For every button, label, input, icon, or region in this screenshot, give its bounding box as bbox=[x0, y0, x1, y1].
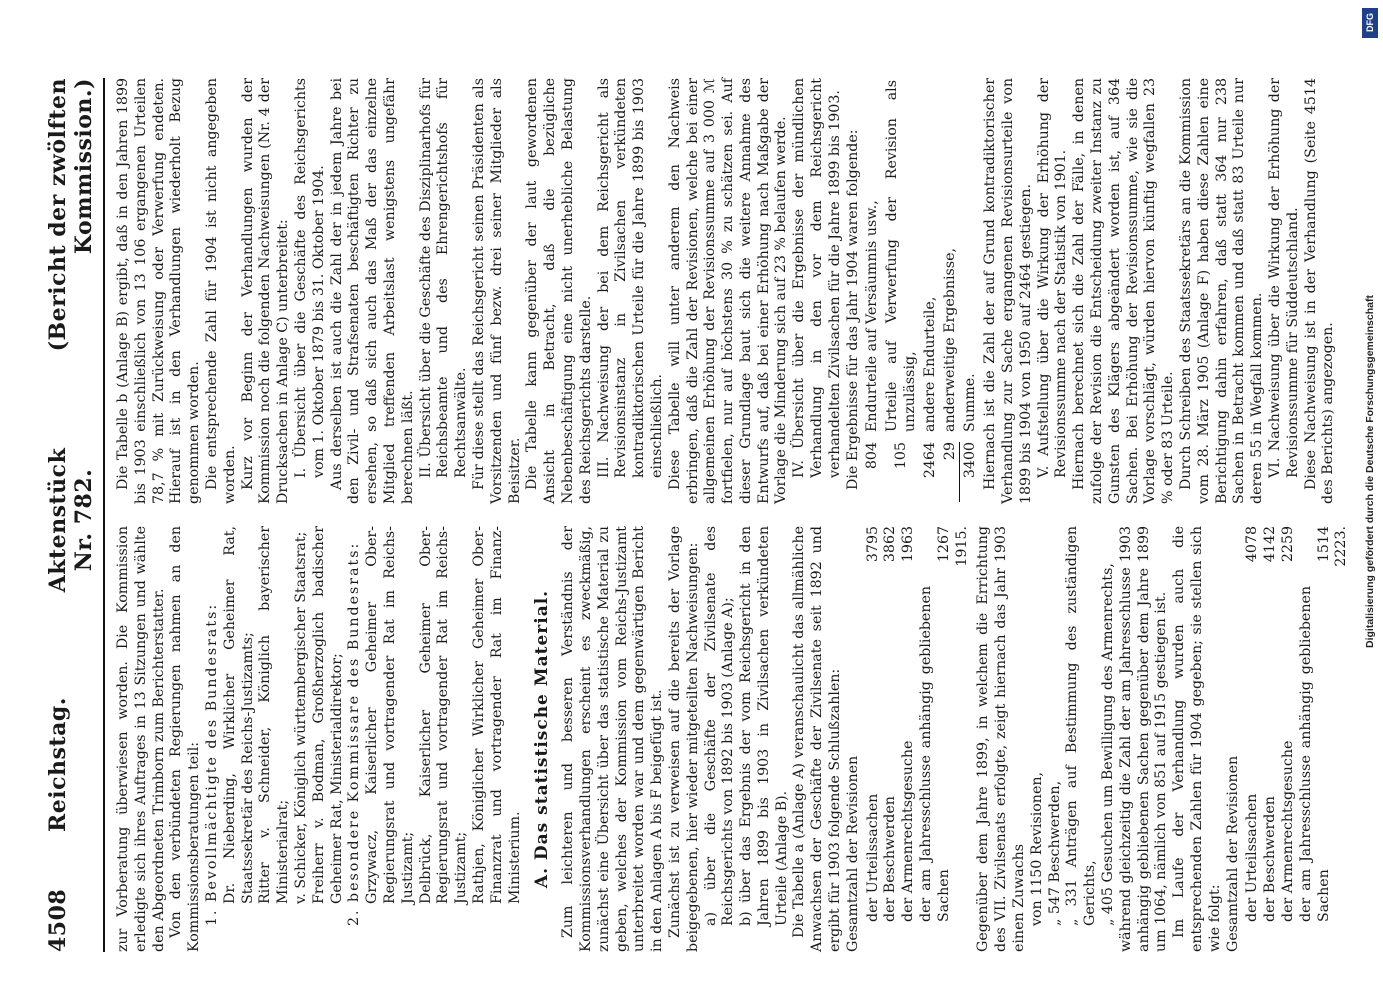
paragraph: Im Laufe der Verhandlung wurden auch die entsprechenden Zahlen für 1904 gegeben; sie stellen sich wie folgt: bbox=[1171, 526, 1223, 952]
digitization-credit bbox=[1362, 8, 1380, 648]
row-label: der Armenrechtsgesuche bbox=[1280, 740, 1296, 922]
row-label: der Armenrechtsgesuche bbox=[900, 740, 917, 922]
row-label: der Beschwerden bbox=[1262, 796, 1279, 922]
header-left: Reichstag. bbox=[45, 697, 71, 832]
results-1904-table bbox=[862, 78, 982, 504]
table-row bbox=[1298, 526, 1334, 952]
stats-table-1904 bbox=[1244, 526, 1351, 952]
paragraph: Diese Tabelle will unter anderem den Nachweis erbringen, daß die Zahl der Revisionen, welche bei einer allgemeinen Erhöhung der Revisionssumme auf 3 000 ℳ fortfielen, nur auf höchstens 30 % zu schätzen sei. Auf dieser Grundlage baut sich die weitere Annahme des Entwurfs auf, daß bei einer Erhöhung nach Maßgabe der Vorlage die Minderung sich auf 23 % belaufen werde. bbox=[666, 78, 790, 504]
list-item: „ 405 Gesuchen um Bewilligung des Armenrechts, bbox=[1100, 563, 1117, 926]
list-item: VI. Nachweisung über die Wirkung der Erhöhung der Revisionssumme für Süddeutschland. bbox=[1267, 78, 1301, 478]
list-item: Delbrück, Kaiserlicher Geheimer Ober-Regierungsrat und vortragender Rat im Reichs-Justizamt; bbox=[417, 526, 470, 904]
stats-table-1903 bbox=[865, 526, 972, 952]
column-right bbox=[115, 78, 1355, 504]
row-value: 1267 bbox=[935, 526, 952, 563]
table-row bbox=[864, 80, 882, 502]
paragraph: Hiernach ist die Zahl der auf Grund kontradiktorischer Verhandlung zur Sache ergangenen Revisionsurteile von 1899 bis 1904 von 1950 auf 2464 gestiegen. bbox=[982, 78, 1034, 504]
page-number: 4508 bbox=[45, 888, 71, 952]
paragraph: Zum leichteren und besseren Verständnis der Kommissionsverhandlungen erscheint es zweckmäßig, zunächst eine Übersicht über das statistische Material zu geben, welches der Kommission vom Reichs-Justizamt unterbreitet worden war und dem gegenwärtigen Bericht in den Anlagen A bis F beigefügt ist. bbox=[560, 526, 666, 952]
list-item: a) über die Geschäfte der Zivilsenate des Reichsgerichts von 1892 bis 1903 (Anlage A); bbox=[702, 526, 737, 926]
row-label: der am Jahresschlusse anhängig gebliebenen Sachen bbox=[918, 586, 952, 922]
dfg-logo: DFG bbox=[1362, 8, 1378, 38]
paragraph: Die Tabelle a (Anlage A) veranschaulicht das allmähliche Anwachsen der Geschäfte der Zivilsenate seit 1892 und ergibt für 1903 folgende Schlußzahlen: bbox=[791, 526, 844, 952]
paragraph: Durch Schreiben des Staatssekretärs an die Kommission vom 28. März 1905 (Anlage F) haben diese Zahlen eine Berichtigung dahin erfahren, daß statt 364 nur 238 Sachen in Betracht kommen und daß statt 83 Urteile nur deren 55 in Wegfall kommen. bbox=[1178, 78, 1266, 504]
paragraph: Zunächst ist zu verweisen auf die bereits der Vorlage beigegebenen, hier wieder mitgeteilten Nachweisungen: bbox=[666, 526, 701, 952]
row-label bbox=[1333, 586, 1351, 952]
row-number: 2464 bbox=[921, 442, 938, 479]
row-value: 4078 bbox=[1244, 526, 1261, 563]
row-number: 105 bbox=[893, 442, 910, 470]
table-row bbox=[922, 80, 940, 502]
table-row bbox=[900, 526, 918, 952]
row-value: 3862 bbox=[882, 526, 899, 563]
paragraph: Kurz vor Beginn der Verhandlungen wurden der Kommission noch die folgenden Nachweisungen (Nr. 4 der Drucksachen in Anlage C) unterbreitet: bbox=[239, 78, 292, 504]
row-number: 29 bbox=[942, 442, 961, 502]
table-row bbox=[918, 526, 954, 952]
row-value: 1514 bbox=[1315, 526, 1332, 563]
row-text: Summe. bbox=[962, 373, 979, 432]
list-item: II. Übersicht über die Geschäfte des Disziplinarhofs für Reichsbeamte und des Ehrengerichtshofs für Rechtsanwälte. bbox=[417, 78, 470, 478]
page-header bbox=[45, 78, 105, 952]
header-right: (Bericht der zwölften Kommission.) bbox=[45, 78, 97, 352]
list-item: „ 547 Beschwerden, bbox=[1046, 780, 1063, 926]
paragraph: Von den verbündeten Regierungen nahmen an den Kommissionsberatungen teil: bbox=[168, 526, 203, 952]
table-title: Gesamtzahl der Revisionen bbox=[1224, 755, 1241, 952]
row-text: andere Endurteile, bbox=[921, 296, 938, 432]
list-item: IV. Übersicht über die Ergebnisse der mündlichen Verhandlung in den vor dem Reichsgericht verhandelten Zivilsachen für die Jahre 1899 bis 1903. bbox=[791, 78, 843, 478]
list-item: III. Nachweisung der bei dem Reichsgericht als Revisionsinstanz in Zivilsachen verkündeten kontradiktorischen Urteile für die Jahre 1899 bis 1903 einschließlich. bbox=[595, 78, 665, 478]
row-number: 804 bbox=[864, 442, 881, 470]
list-item: Ritter v. Schneider, Königlich bayerischer Ministerialrat; bbox=[257, 526, 292, 904]
rotated-page bbox=[45, 70, 1350, 960]
paragraph: Aus derselben ist auch die Zahl der in jedem Jahre bei den Zivil- und Strafsenaten beschäftigten Richter zu ersehen, so daß sich auch das Maß der das einzelne Mitglied treffenden Arbeitslast wenigstens ungefähr berechnen läßt. bbox=[328, 78, 416, 504]
row-label: der am Jahresschlusse anhängig gebliebenen Sachen bbox=[1297, 586, 1332, 922]
row-value: 2223. bbox=[1333, 526, 1350, 567]
table-row bbox=[954, 526, 972, 952]
table-row bbox=[1244, 526, 1262, 952]
row-value: 3795 bbox=[864, 526, 881, 563]
row-value: 1915. bbox=[953, 526, 970, 567]
list-item: Rathjen, Königlicher Wirklicher Geheimer Ober-Finanzrat und vortragender Rat im Finanz-Ministerium. bbox=[470, 526, 523, 904]
row-value: 4142 bbox=[1262, 526, 1279, 563]
paragraph: Die entsprechende Zahl für 1904 ist nicht angegeben worden. bbox=[203, 78, 238, 504]
table-row bbox=[884, 80, 920, 502]
column-left bbox=[115, 526, 1355, 952]
header-center: Aktenstück Nr. 782. bbox=[45, 447, 97, 593]
list-item: Freiherr v. Bodman, Großherzoglich badischer Geheimer Rat, Ministerialdirektor; bbox=[310, 526, 345, 904]
table-row bbox=[865, 526, 883, 952]
table-row bbox=[942, 80, 961, 502]
row-label: der Urteilssachen bbox=[1244, 793, 1261, 922]
list-item: 1. Bevollmächtigte des Bundesrats: bbox=[203, 602, 220, 926]
paragraph: zur Vorberatung überwiesen worden. Die Kommission erledigte sich ihres Auftrages in 13 Sitzungen und wählte den Abgeordneten Trimborn zum Berichterstatter. bbox=[115, 526, 167, 952]
list-item: Grzywacz, Kaiserlicher Geheimer Ober-Regierungsrat und vortragender Rat im Reichs-Justizamt; bbox=[364, 526, 416, 904]
row-text: Urteile auf Verwerfung der Revision als unzulässig, bbox=[884, 80, 919, 432]
row-text: Endurteile auf Versäumnis usw., bbox=[864, 200, 881, 432]
paragraph: während gleichzeitig die Zahl der am Jahresschlusse 1903 anhängig gebliebenen Sachen gegenüber dem Jahre 1899 um 1064, nämlich von 851 auf 1915 gestiegen ist. bbox=[1117, 526, 1170, 952]
table-title: Gesamtzahl der Revisionen bbox=[844, 755, 861, 952]
paragraph: Die Ergebnisse für das Jahr 1904 waren folgende: bbox=[844, 129, 861, 490]
row-value: 1963 bbox=[900, 526, 917, 563]
list-item: v. Schicker, Königlich württembergischer Staatsrat; bbox=[292, 531, 309, 904]
table-row bbox=[1333, 526, 1351, 952]
row-text: anderweitige Ergebnisse, bbox=[942, 247, 959, 432]
section-heading: A. Das statistische Material. bbox=[532, 589, 553, 889]
row-number: 3400 bbox=[962, 442, 979, 479]
text-columns bbox=[105, 78, 1355, 952]
paragraph: Gegenüber dem Jahre 1899, in welchem die Errichtung des VII. Zivilsenats erfolgte, zeigt hiernach das Jahr 1903 einen Zuwachs bbox=[975, 526, 1028, 952]
table-row bbox=[882, 526, 900, 952]
list-item: „ 331 Anträgen auf Bestimmung des zuständigen Gerichts, bbox=[1064, 526, 1099, 926]
row-label: der Urteilssachen bbox=[864, 793, 881, 922]
paragraph: Hiernach berechnet sich die Zahl der Fälle, in denen zufolge der Revision die Entscheidung zweiter Instanz zu Gunsten des Klägers abgeändert worden ist, auf 364 Sachen. Bei Erhöhung der Revisionssumme, wie sie die Vorlage vorschlägt, würden hiervon künftig wegfallen 23 % oder 83 Urteile. bbox=[1071, 78, 1177, 504]
paragraph: Für diese stellt das Reichsgericht seinen Präsidenten als Vorsitzenden und fünf bezw. drei seiner Mitglieder als Beisitzer. bbox=[470, 78, 523, 504]
paragraph: Die Tabelle kann gegenüber der laut gewordenen Ansicht in Betracht, daß die bezügliche Nebenbeschäftigung eine nicht unerhebliche Belastung des Reichsgerichts darstelle. bbox=[524, 78, 594, 504]
row-label: der Beschwerden bbox=[882, 796, 899, 922]
row-label bbox=[954, 586, 972, 952]
table-row bbox=[1280, 526, 1298, 952]
list-item: von 1150 Revisionen, bbox=[1028, 772, 1045, 926]
list-item: I. Übersicht über die Geschäfte des Reichsgerichts vom 1. Oktober 1879 bis 31. Oktober 1904. bbox=[292, 78, 327, 478]
paragraph: Die Tabelle b (Anlage B) ergibt, daß in den Jahren 1899 bis 1903 einschließlich von 13 106 ergangenen Urteilen 78,7 % mit Zurückweisung oder Verwerfung endeten. Hierauf ist in den Verhandlungen wiederholt Bezug genommen worden. bbox=[115, 78, 203, 504]
credit-text: Digitalisierung gefördert durch die Deutsche Forschungsgemeinschaft bbox=[1364, 295, 1376, 648]
paragraph: Diese Nachweisung ist in der Verhandlung (Seite 4514 des Berichts) angezogen. bbox=[1302, 78, 1337, 504]
row-value: 2259 bbox=[1280, 526, 1296, 563]
list-item: V. Aufstellung über die Wirkung der Erhöhung der Revisionssumme nach der Statistik von 1901. bbox=[1035, 78, 1070, 478]
list-item: Dr. Nieberding, Wirklicher Geheimer Rat, Staatssekretär des Reichs-Justizamts; bbox=[221, 526, 256, 904]
list-item: b) über das Ergebnis der vom Reichsgericht in den Jahren 1899 bis 1903 in Zivilsachen verkündeten Urteile (Anlage B). bbox=[738, 526, 790, 926]
list-item: 2. besondere Kommissare des Bundesrats: bbox=[346, 541, 363, 926]
table-row bbox=[962, 80, 980, 502]
table-row bbox=[1262, 526, 1280, 952]
